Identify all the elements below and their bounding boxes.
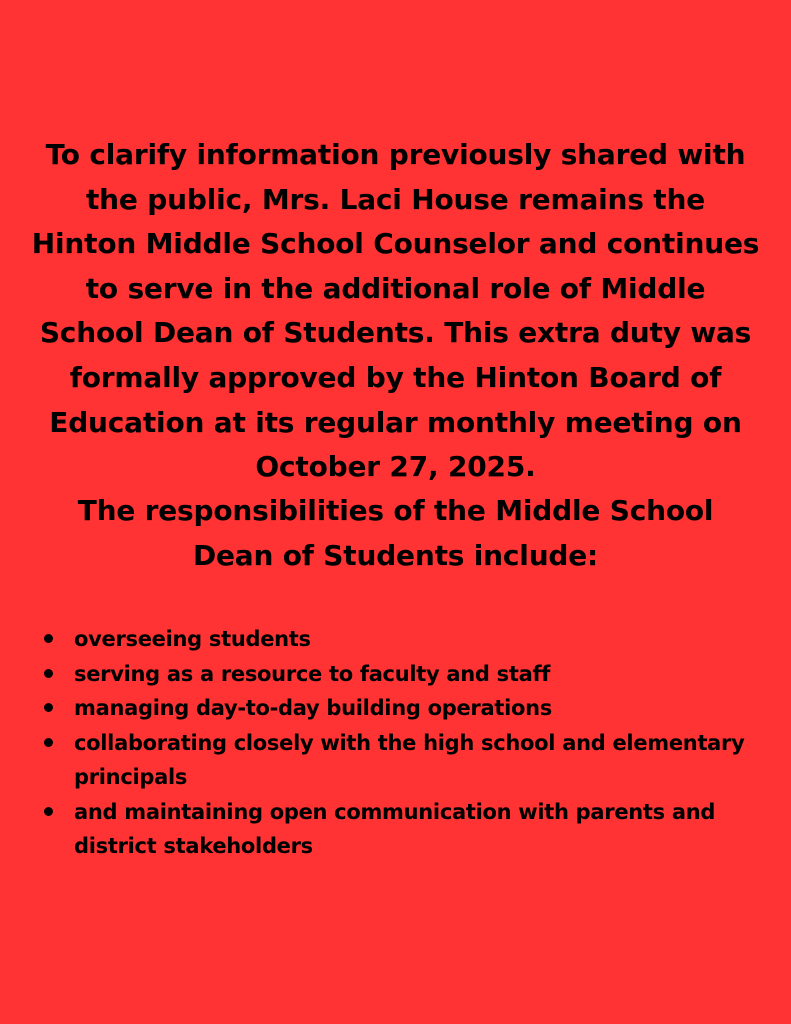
bullet-dot-icon bbox=[44, 807, 53, 816]
list-item bbox=[43, 726, 783, 795]
list-item bbox=[43, 691, 783, 726]
bullet-dot-icon bbox=[44, 703, 53, 712]
bullet-dot-icon bbox=[44, 634, 53, 643]
responsibilities-heading: The responsibilities of the Middle School Dean of Students include: bbox=[77, 494, 714, 572]
clarification-paragraph: To clarify information previously shared with the public, Mrs. Laci House remains the Hinton Middle School Counselor and continues to serve in the additional role of Middle School Dean of Students. This extra duty was formally approved by the Hinton Board of Education at its regular monthly meeting on October 27, 2025. bbox=[31, 138, 760, 484]
list-item-text: collaborating closely with the high school and elementary principals bbox=[74, 730, 745, 789]
list-item-text: managing day-to-day building operations bbox=[74, 696, 552, 720]
list-item bbox=[43, 657, 783, 692]
list-item bbox=[43, 795, 783, 864]
bullet-dot-icon bbox=[44, 669, 53, 678]
list-item bbox=[43, 622, 783, 657]
list-item-text: overseeing students bbox=[74, 627, 311, 651]
responsibilities-list bbox=[43, 622, 783, 864]
list-item-text: and maintaining open communication with parents and district stakeholders bbox=[74, 799, 716, 858]
bullet-dot-icon bbox=[44, 738, 53, 747]
list-item-text: serving as a resource to faculty and staff bbox=[74, 661, 551, 686]
